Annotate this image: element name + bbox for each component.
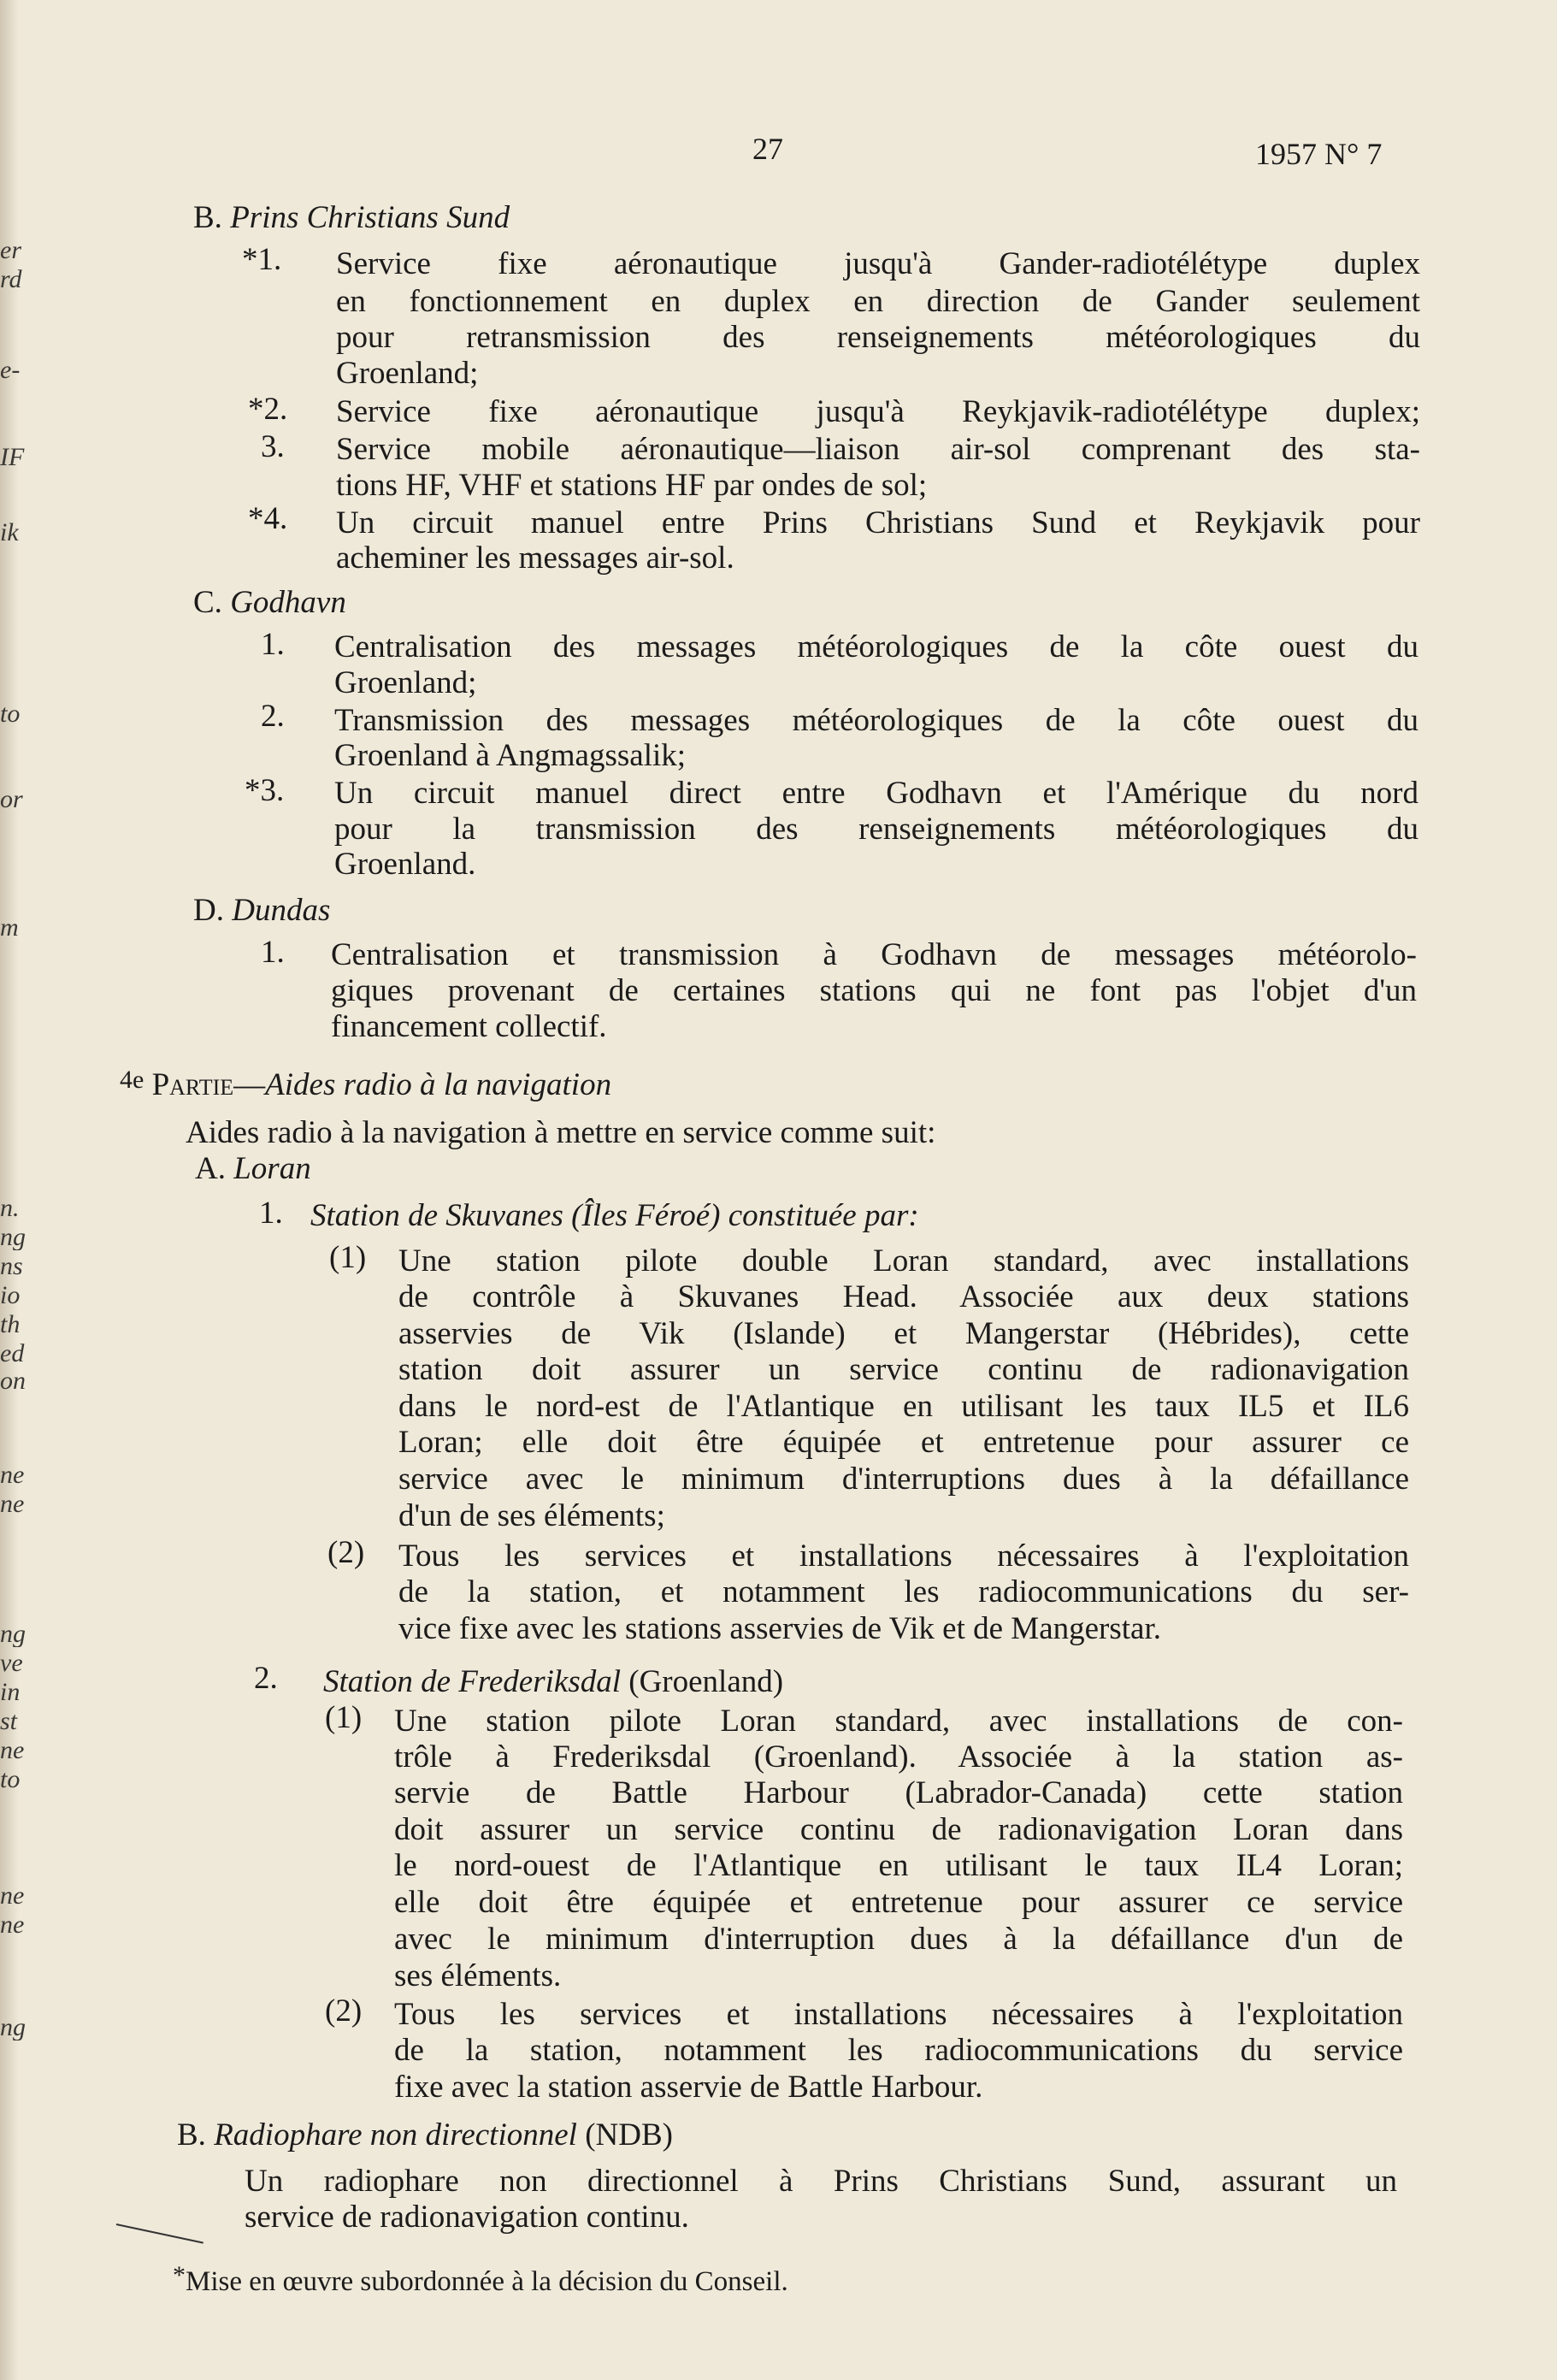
- part-4-intro: Aides radio à la navigation à mettre en service comme suit:: [186, 1115, 936, 1150]
- text-line: elle doit être équipée et entretenue pour assurer ce service: [394, 1885, 1403, 1920]
- text-line: Service fixe aéronautique jusqu'à Reykjavik-radiotélétype duplex;: [336, 394, 1420, 429]
- text-line: Groenland;: [334, 665, 477, 700]
- text-line: Un radiophare non directionnel à Prins Christians Sund, assurant un: [245, 2164, 1397, 2199]
- section-b-heading: B. Prins Christians Sund: [193, 200, 510, 235]
- text-line: de la station, notamment les radiocommunications du service: [394, 2033, 1403, 2068]
- item-number: (2): [325, 1993, 363, 2029]
- item-number: *3.: [245, 773, 285, 808]
- margin-fragment: er: [0, 238, 21, 263]
- text-line: avec le minimum d'interruption dues à la défaillance d'un de: [394, 1922, 1403, 1957]
- text-line: Service mobile aéronautique—liaison air-sol comprenant des sta-: [336, 432, 1420, 467]
- subsection-b-heading: B. Radiophare non directionnel (NDB): [177, 2117, 673, 2153]
- item-number: (2): [327, 1535, 365, 1570]
- margin-fragment: to: [0, 1767, 21, 1792]
- margin-fragment: ed: [0, 1341, 25, 1367]
- item-number: 1.: [259, 1196, 283, 1231]
- text-line: Une station pilote double Loran standard, avec installations: [398, 1243, 1409, 1279]
- margin-fragment: st: [0, 1709, 18, 1734]
- margin-fragment: ns: [0, 1254, 23, 1279]
- margin-fragment: IF: [0, 445, 25, 470]
- margin-fragment: or: [0, 787, 23, 812]
- text-line: Transmission des messages météorologiques de la côte ouest du: [334, 703, 1418, 738]
- item-number: 1.: [261, 935, 285, 970]
- section-d-heading: D. Dundas: [193, 893, 331, 928]
- text-line: Centralisation et transmission à Godhavn de messages météorolo-: [331, 937, 1417, 972]
- item-number: (1): [329, 1240, 367, 1275]
- item-number: 3.: [261, 429, 285, 464]
- text-line: trôle à Frederiksdal (Groenland). Associée à la station as-: [394, 1739, 1403, 1775]
- text-line: Centralisation des messages météorologiques de la côte ouest du: [334, 629, 1418, 664]
- subsection-a-heading: A. Loran: [195, 1151, 311, 1186]
- text-line: en fonctionnement en duplex en direction de Gander seulement: [336, 284, 1420, 319]
- text-line: acheminer les messages air-sol.: [336, 540, 734, 576]
- margin-fragment: to: [0, 701, 21, 727]
- footnote: *Mise en œuvre subordonnée à la décision du Conseil.: [173, 2261, 788, 2297]
- text-line: service de radionavigation continu.: [245, 2200, 689, 2235]
- pen-mark: [116, 2223, 203, 2244]
- text-line: Une station pilote Loran standard, avec installations de con-: [394, 1704, 1403, 1739]
- margin-fragment: ng: [0, 1225, 26, 1250]
- text-line: Service fixe aéronautique jusqu'à Gander-radiotélétype duplex: [336, 246, 1420, 281]
- section-c-heading: C. Godhavn: [193, 585, 346, 620]
- text-line: servie de Battle Harbour (Labrador-Canada) cette station: [394, 1775, 1403, 1810]
- margin-fragment: ne: [0, 1491, 25, 1517]
- margin-fragment: on: [0, 1368, 26, 1394]
- text-line: station doit assurer un service continu de radionavigation: [398, 1352, 1409, 1387]
- text-line: vice fixe avec les stations asservies de Vik et de Mangerstar.: [398, 1611, 1161, 1646]
- text-line: de la station, et notamment les radiocommunications du ser-: [398, 1574, 1409, 1609]
- item-number: *2.: [248, 392, 288, 427]
- text-line: Groenland à Angmagssalik;: [334, 738, 687, 773]
- item-number: *1.: [242, 242, 282, 277]
- text-line: Tous les services et installations nécessaires à l'exploitation: [394, 1997, 1403, 2032]
- item-number: 1.: [261, 627, 285, 662]
- text-line: asservies de Vik (Islande) et Mangerstar (Hébrides), cette: [398, 1316, 1409, 1351]
- page-number: 27: [752, 132, 783, 166]
- text-line: tions HF, VHF et stations HF par ondes de sol;: [336, 468, 928, 503]
- margin-fragment: ng: [0, 1621, 26, 1647]
- margin-fragment: rd: [0, 267, 22, 292]
- text-line: fixe avec la station asservie de Battle Harbour.: [394, 2070, 983, 2105]
- year-number: 1957 N° 7: [1255, 137, 1383, 171]
- margin-fragment: ve: [0, 1651, 23, 1676]
- text-line: Groenland.: [334, 847, 476, 882]
- text-line: de contrôle à Skuvanes Head. Associée aux deux stations: [398, 1279, 1409, 1314]
- margin-fragment: ne: [0, 1912, 25, 1938]
- item-number: 2.: [254, 1661, 278, 1696]
- text-line: doit assurer un service continu de radionavigation Loran dans: [394, 1812, 1403, 1847]
- text-line: giques provenant de certaines stations qui ne font pas l'objet d'un: [331, 973, 1417, 1008]
- text-line: le nord-ouest de l'Atlantique en utilisant le taux IL4 Loran;: [394, 1848, 1403, 1883]
- text-line: Loran; elle doit être équipée et entretenue pour assurer ce: [398, 1425, 1409, 1460]
- margin-fragment: th: [0, 1312, 21, 1338]
- item-number: *4.: [248, 501, 288, 536]
- text-line: Tous les services et installations nécessaires à l'exploitation: [398, 1538, 1409, 1574]
- text-line: d'un de ses éléments;: [398, 1498, 665, 1533]
- part-4-heading: $^{4e}$ Partie—Aides radio à la navigation: [120, 1066, 612, 1102]
- margin-fragment: ne: [0, 1738, 25, 1763]
- text-line: service avec le minimum d'interruptions dues à la défaillance: [398, 1462, 1409, 1497]
- margin-fragment: io: [0, 1283, 21, 1308]
- text-line: Groenland;: [336, 356, 479, 391]
- margin-fragment: m: [0, 915, 19, 941]
- margin-fragment: n.: [0, 1196, 20, 1221]
- item-number: (1): [325, 1700, 363, 1735]
- text-line: pour la transmission des renseignements météorologiques du: [334, 812, 1418, 847]
- text-line: ses éléments.: [394, 1958, 562, 1993]
- text-line: financement collectif.: [331, 1009, 607, 1044]
- margin-fragment: in: [0, 1680, 21, 1705]
- text-line: Un circuit manuel entre Prins Christians Sund et Reykjavik pour: [336, 505, 1420, 540]
- item-number: 2.: [261, 699, 285, 734]
- margin-fragment: ik: [0, 520, 19, 546]
- margin-fragment: ng: [0, 2015, 26, 2040]
- text-line: Un circuit manuel direct entre Godhavn et l'Amérique du nord: [334, 776, 1418, 811]
- margin-fragment: ne: [0, 1883, 25, 1909]
- margin-fragment: ne: [0, 1462, 25, 1488]
- text-line: dans le nord-est de l'Atlantique en utilisant les taux IL5 et IL6: [398, 1389, 1409, 1424]
- text-line: pour retransmission des renseignements météorologiques du: [336, 320, 1420, 355]
- station-skuvanes-title: Station de Skuvanes (Îles Féroé) constituée par:: [310, 1198, 919, 1233]
- station-frederiksdal-title: Station de Frederiksdal (Groenland): [323, 1664, 784, 1699]
- margin-fragment: e-: [0, 357, 21, 383]
